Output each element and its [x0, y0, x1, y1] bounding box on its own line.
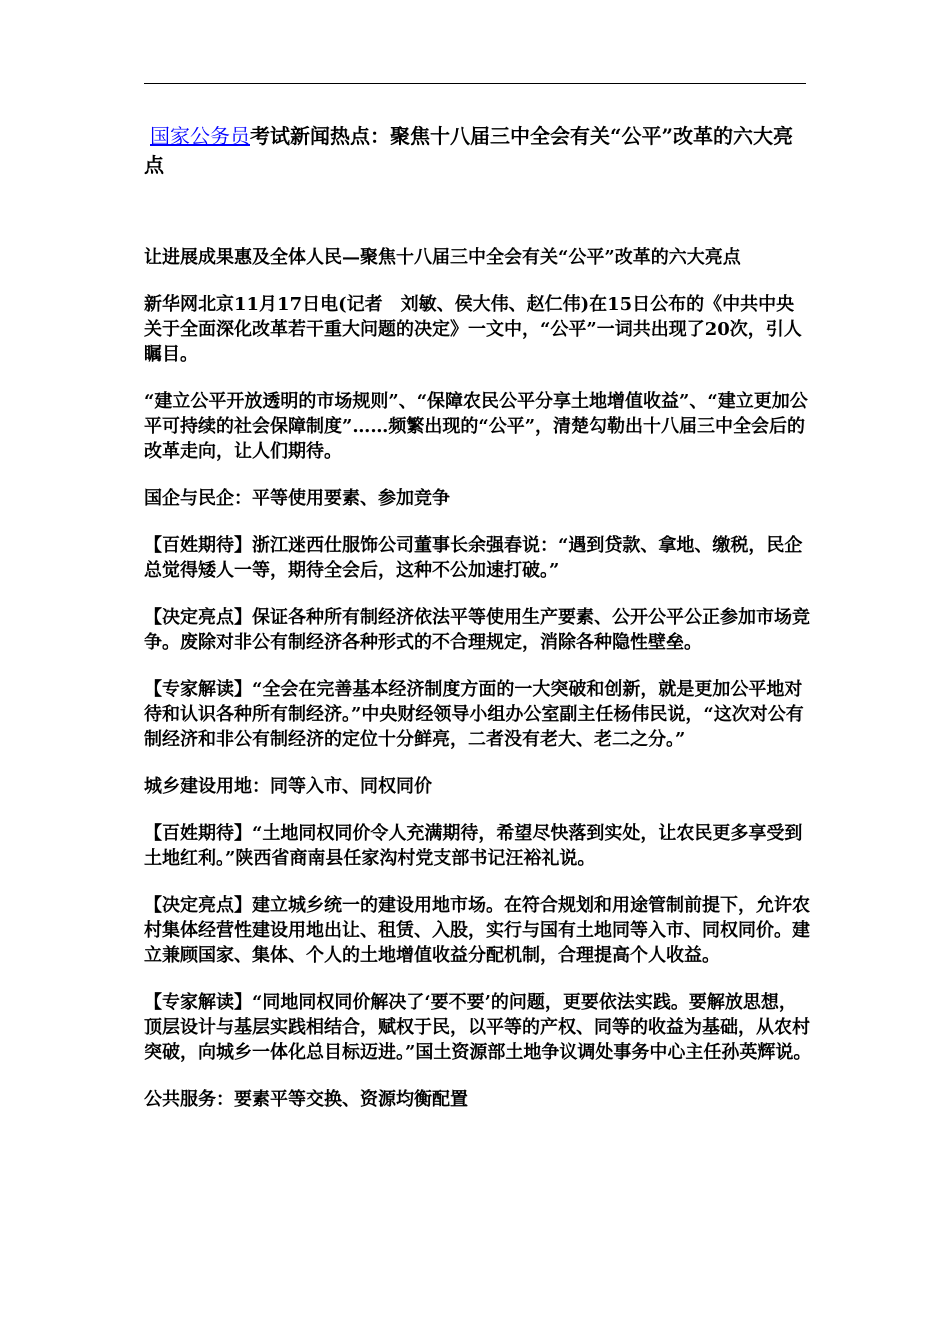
- section-heading: 城乡建设用地：同等入市、同权同价: [144, 776, 432, 797]
- section-heading: 公共服务：要素平等交换、资源均衡配置: [144, 1089, 468, 1110]
- section-heading: 国企与民企：平等使用要素、参加竞争: [144, 488, 450, 509]
- title-text: 考试新闻热点：聚焦十八届三中全会有关“公平”改革的六大亮点: [144, 124, 794, 177]
- top-horizontal-rule: [144, 83, 806, 84]
- body-paragraph: 【专家解读】“同地同权同价解决了‘要不要’的问题，更要依法实践。要解放思想，顶层设计与基层实践相结合，赋权于民，以平等的产权、同等的收益为基础，从农村突破，向城乡一体化总目标迈进。”国土资源部土地争议调处事务中心主任孙英辉说。: [144, 992, 812, 1063]
- body-paragraph: 【百姓期待】“土地同权同价令人充满期待，希望尽快落到实处，让农民更多享受到土地红利。”陕西省商南县任家沟村党支部书记汪裕礼说。: [144, 823, 803, 869]
- article-title: [144, 122, 812, 180]
- title-link[interactable]: 国家公务员: [150, 124, 250, 148]
- subtitle-paragraph: 让进展成果惠及全体人民—聚焦十八届三中全会有关“公平”改革的六大亮点: [144, 247, 741, 268]
- body-paragraph: “建立公平开放透明的市场规则”、“保障农民公平分享土地增值收益”、“建立更加公平可持续的社会保障制度”……频繁出现的“公平”，清楚勾勒出十八届三中全会后的改革走向，让人们期待。: [144, 391, 808, 462]
- body-paragraph: 新华网北京11月17日电(记者 刘敏、侯大伟、赵仁伟)在15日公布的《中共中央关于全面深化改革若干重大问题的决定》一文中，“公平”一词共出现了20次，引人瞩目。: [144, 294, 802, 365]
- body-paragraph: 【百姓期待】浙江迷西仕服饰公司董事长余强春说：“遇到贷款、拿地、缴税，民企总觉得矮人一等，期待全会后，这种不公加速打破。”: [144, 535, 803, 581]
- body-paragraph: 【决定亮点】保证各种所有制经济依法平等使用生产要素、公开公平公正参加市场竞争。废除对非公有制经济各种形式的不合理规定，消除各种隐性壁垒。: [144, 607, 810, 653]
- body-paragraph: 【专家解读】“全会在完善基本经济制度方面的一大突破和创新，就是更加公平地对待和认识各种所有制经济。”中央财经领导小组办公室副主任杨伟民说，“这次对公有制经济和非公有制经济的定位十分鲜亮，二者没有老大、老二之分。”: [144, 679, 804, 750]
- article-body: [144, 245, 812, 1134]
- body-paragraph: 【决定亮点】建立城乡统一的建设用地市场。在符合规划和用途管制前提下，允许农村集体经营性建设用地出让、租赁、入股，实行与国有土地同等入市、同权同价。建立兼顾国家、集体、个人的土地增值收益分配机制，合理提高个人收益。: [144, 895, 810, 966]
